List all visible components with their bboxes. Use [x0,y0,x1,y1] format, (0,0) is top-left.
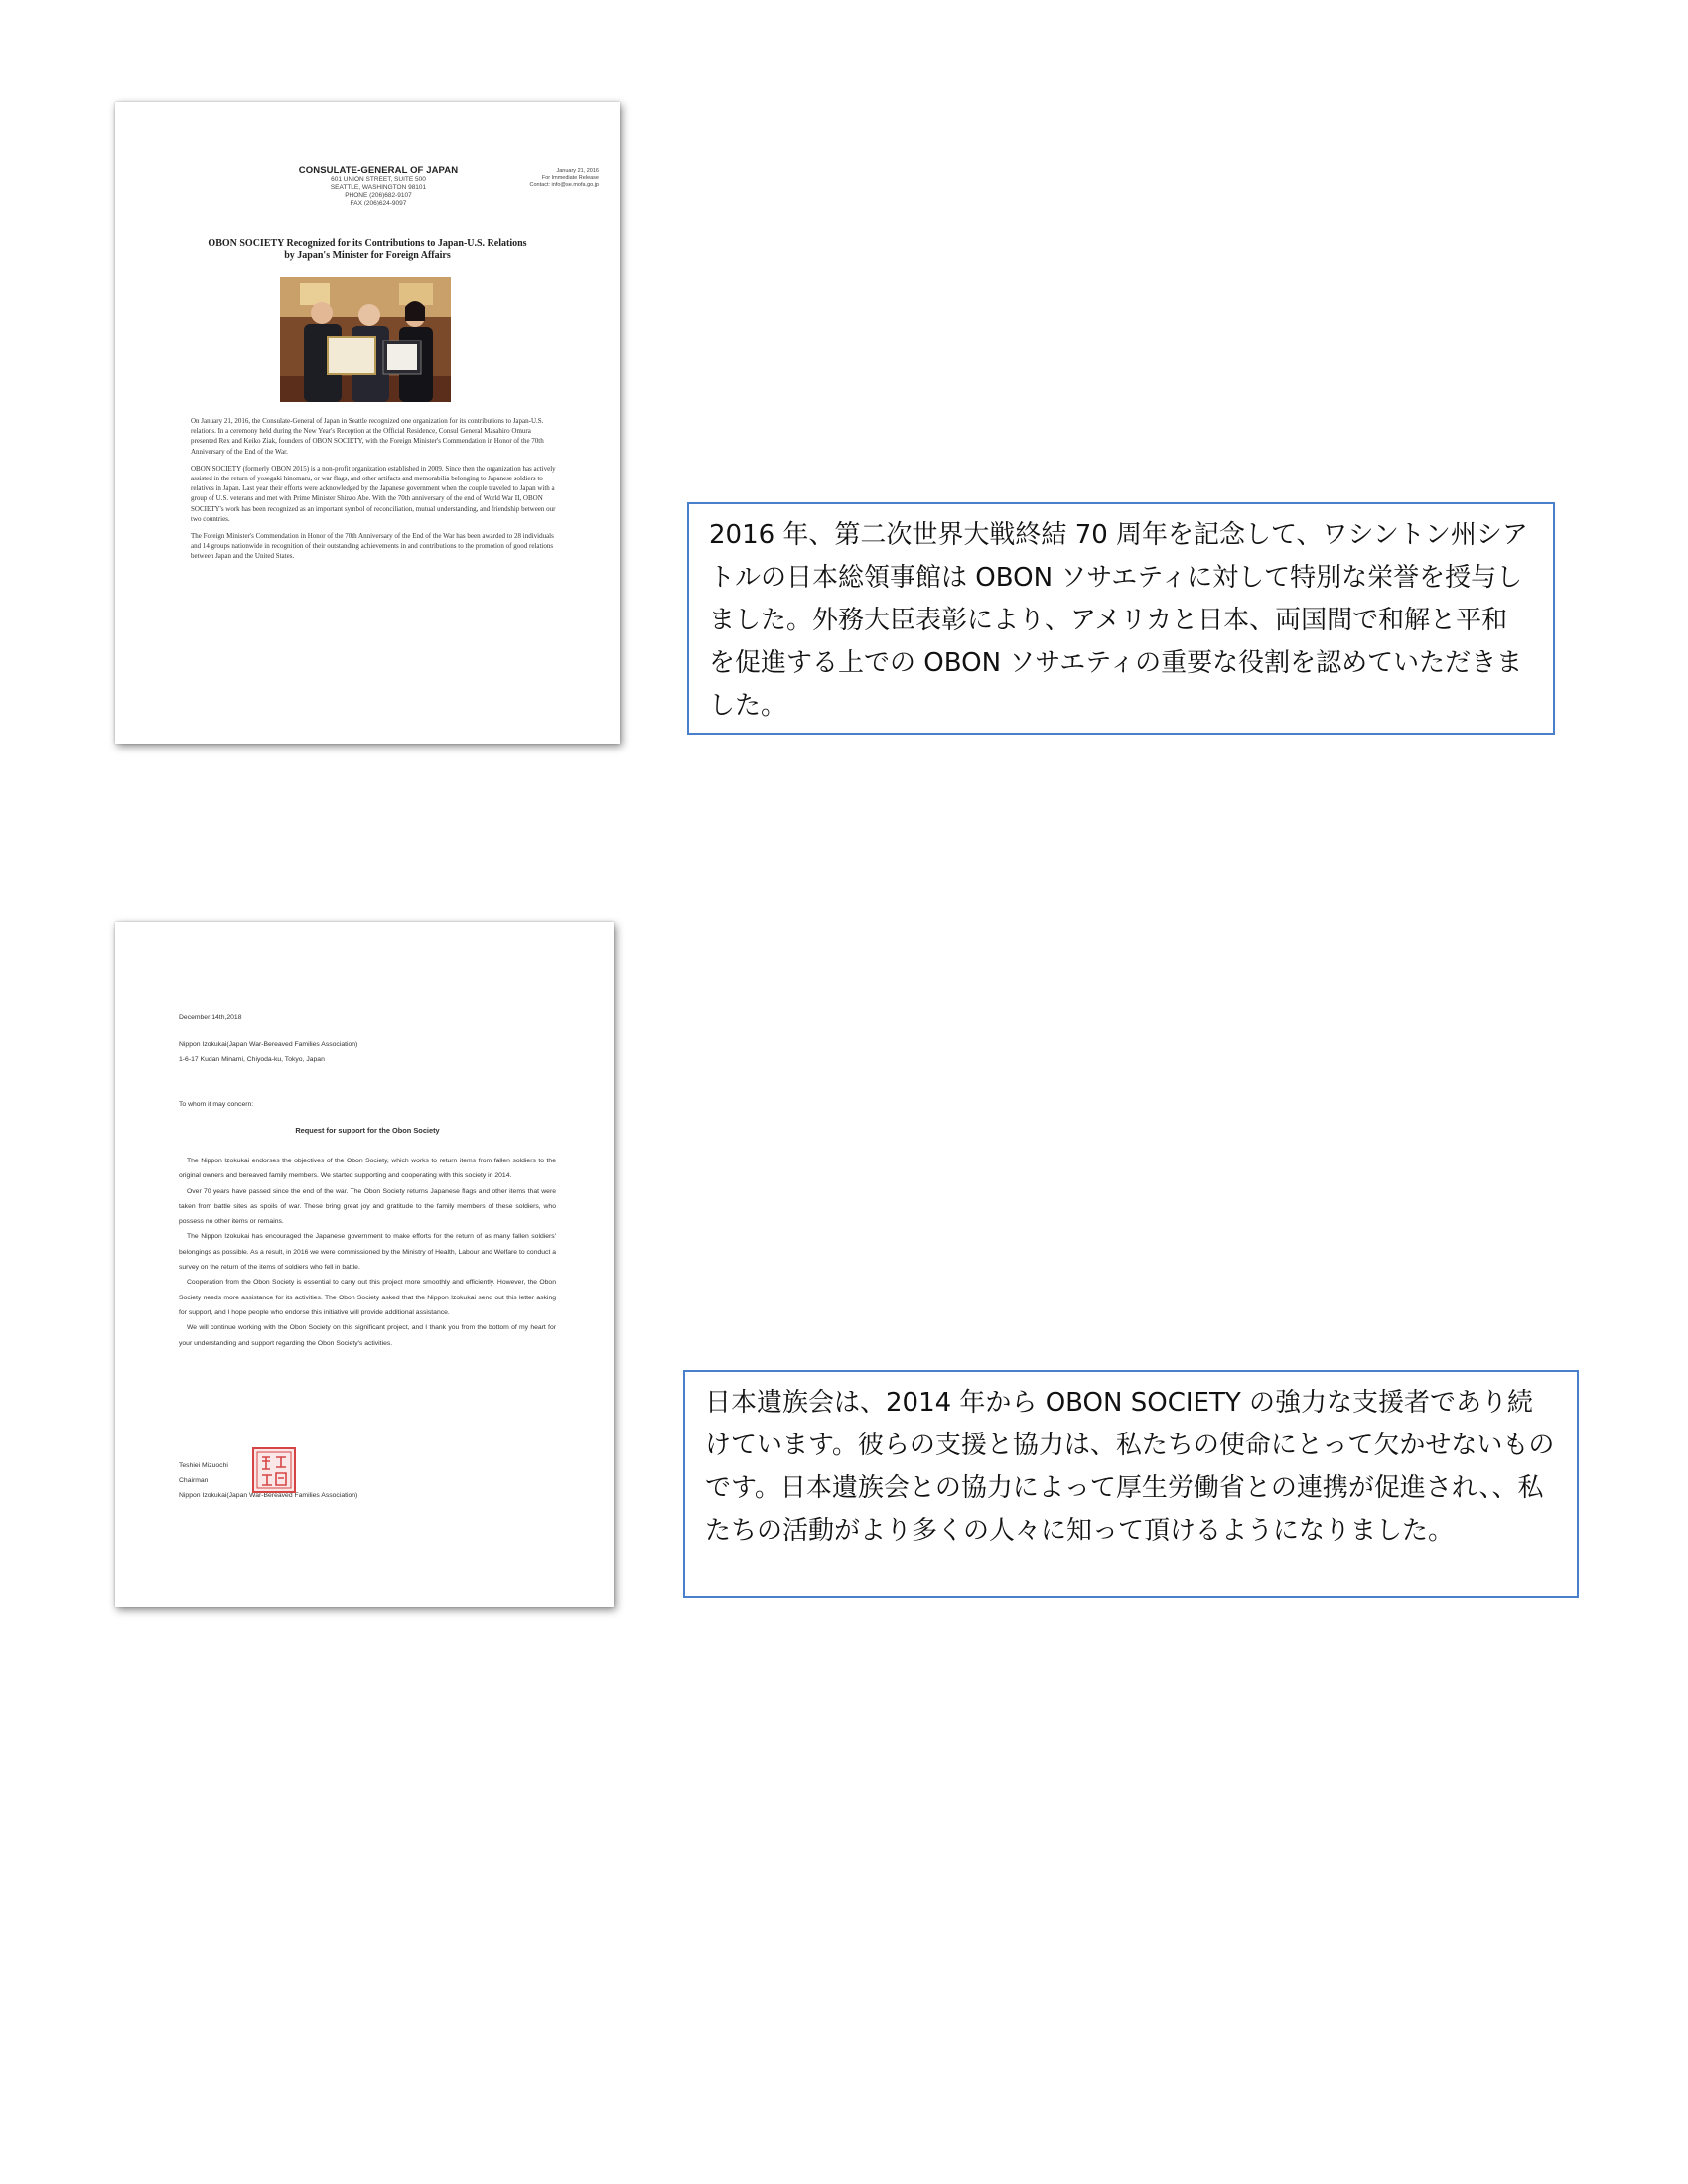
signer-name: Teshiei Mizuochi [179,1462,228,1469]
body-paragraph: The Foreign Minister's Commendation in Honor of the 70th Anniversary of the End of the War has been awarded to 28 individuals and 14 groups nationwide in recognition of their outstanding achievements in and contributions to the promotion of good relations between Japan and the United States. [191,532,554,561]
letter-date: December 14th,2018 [179,1014,242,1021]
official-seal-stamp [250,1445,298,1495]
letter-salutation: To whom it may concern: [179,1101,254,1108]
letter-title: Request for support for the Obon Society [295,1126,440,1135]
signer-organization: Nippon Izokukai(Japan War-Bereaved Families Association) [179,1492,358,1499]
body-paragraph: On January 21, 2016, the Consulate-General of Japan in Seattle recognized one organization for its contributions to Japan-U.S. relations. In a ceremony held during the New Year's Reception at the Official Residence, Consul General Masahiro Omura presented Rex and Keiko Ziak, founders of OBON SOCIETY, with the Foreign Minister's Commendation in Honor of the 70th Anniversary of the End of the War. [191,417,544,456]
release-date: January 21, 2016 [556,168,599,174]
award-ceremony-photo [280,277,451,402]
address-line: PHONE (206)682-9107 [345,192,412,199]
press-release-title [155,238,580,262]
consulate-award-caption [687,502,1555,735]
release-contact: Contact: info@se.mofa.go.jp [529,182,599,188]
address-line: SEATTLE, WASHINGTON 98101 [330,184,427,191]
title-line: OBON SOCIETY Recognized for its Contributions to Japan-U.S. Relations [208,238,527,249]
press-release-thumbnail [115,102,620,744]
letter-address [179,1037,536,1067]
body-paragraph: OBON SOCIETY (formerly OBON 2015) is a non-profit organization established in 2009. Since then the organization has actively assisted in the return of yosegaki hinomaru, or war flags, and other artifacts and memorabilia belonging to Japanese soldiers to relatives in Japan. Last year their efforts were acknowledged by the Japanese government when the couple traveled to Japan with a group of U.S. veterans and met with Prime Minister Shinzo Abe. With the 70th anniversary of the end of World War II, OBON SOCIETY's work has been recognized as an important symbol of reconciliation, mutual understanding, and friendship between our two countries. [191,464,556,523]
caption-text: 日本遺族会は、2014 年から OBON SOCIETY の強力な支援者であり続けています。彼らの支援と協力は、私たちの使命にとって欠かせないものです。日本遺族会との協力によって厚生労働省との連携が促進され、、私たちの活動がより多くの人々に知って頂けるようになりました。 [705,1388,1555,1546]
letter-paragraph: We will continue working with the Obon Society on this significant project, and I thank you from the bottom of my heart for your understanding and support regarding the Obon Society's activities. [179,1324,556,1347]
title-line: by Japan's Minister for Foreign Affairs [284,250,451,261]
press-release-body [191,416,556,569]
consulate-header [279,165,478,207]
support-letter-thumbnail [115,922,614,1607]
consulate-name: CONSULATE-GENERAL OF JAPAN [298,165,459,176]
caption-text: 2016 年、第二次世界大戦終結 70 周年を記念して、ワシントン州シアトルの日本総領事館は OBON ソサエティに対して特別な栄誉を授与しました。外務大臣表彰により、アメリカと日本、両国間で和解と平和を促進する上での OBON ソサエティの重要な役割を認めていただきました。 [709,520,1528,721]
release-note: For Immediate Release [541,175,599,181]
letter-paragraph: The Nippon Izokukai has encouraged the Japanese government to make efforts for the return of as many fallen soldiers' belongings as possible. As a result, in 2016 we were commissioned by the Ministry of Health, Labour and Welfare to conduct a survey on the return of the items of soldiers who fell in battle. [179,1233,556,1272]
address-line: 601 UNION STREET, SUITE 500 [331,176,426,183]
address-line: 1-6-17 Kudan Minami, Chiyoda-ku, Tokyo, Japan [179,1056,325,1063]
letter-paragraph: Cooperation from the Obon Society is essential to carry out this project more smoothly and efficiently. However, the Obon Society needs more assistance for its activities. The Obon Society asked that the Nippon Izokukai send out this letter asking for support, and I hope people who endorse this initiative will provide additional assistance. [179,1279,556,1316]
address-line: FAX (206)624-9097 [350,200,407,206]
letter-body [179,1154,556,1351]
signer-title: Chairman [179,1477,209,1484]
release-date-block [507,168,599,189]
izokukai-support-caption [683,1370,1579,1598]
letter-paragraph: Over 70 years have passed since the end of the war. The Obon Society returns Japanese flags and other items that were taken from battle sites as spoils of war. These bring great joy and gratitude to the family members of these soldiers, who possess no other items or remains. [179,1187,556,1226]
letter-paragraph: The Nippon Izokukai endorses the objectives of the Obon Society, which works to return items from fallen soldiers to the original owners and bereaved family members. We started supporting and cooperating with this society in 2014. [179,1158,556,1180]
address-line: Nippon Izokukai(Japan War-Bereaved Families Association) [179,1041,358,1048]
